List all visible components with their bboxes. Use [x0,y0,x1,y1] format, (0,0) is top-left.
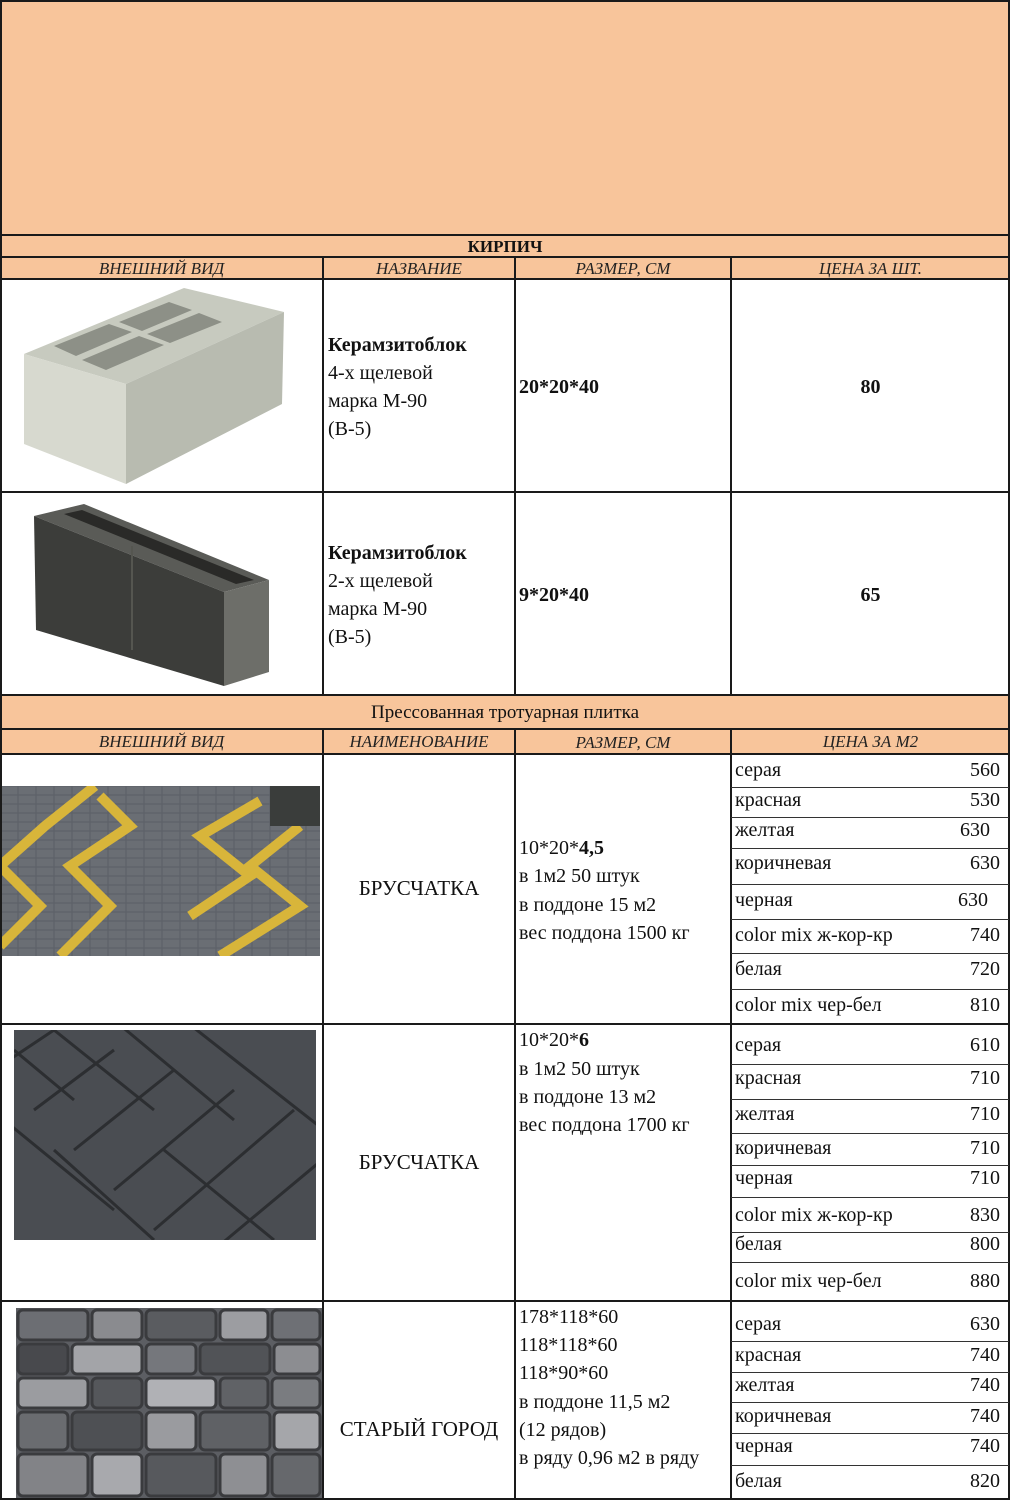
grid-line [731,848,1009,849]
grid-line [731,989,1009,990]
color-price: 720 [970,958,1000,980]
tile-header-size: РАЗМЕР, СМ [575,733,671,752]
tile-1-spec-first [519,834,604,863]
color-price: 630 [970,1313,1000,1335]
top-banner [0,0,1010,236]
tile-section-title: Прессованная тротуарная плитка [370,702,639,723]
tile-3-spec-line-5: (12 рядов) [519,1419,607,1441]
grid-line [0,0,1010,2]
grid-line [731,1465,1009,1466]
tile-2-price-row [731,1270,1010,1298]
herringbone-paving-image [14,1030,316,1240]
color-name: color mix ж-кор-кр [735,1204,893,1226]
grid-line [730,256,732,694]
tile-3-spec-line-6: в ряду 0,96 м2 в ряду [519,1447,700,1469]
tile-1-spec-line-2: в поддоне 15 м2 [519,894,657,916]
color-name: белая [735,958,782,980]
brick-1-name-line-2: марка М-90 [328,390,428,412]
tile-3-spec-line-2: 118*118*60 [519,1334,618,1356]
brick-1-size: 20*20*40 [519,376,599,398]
color-price: 630 [970,852,1000,874]
tile-2-price-row [731,1167,1010,1195]
color-name: color mix чер-бел [735,1270,882,1292]
grid-line [0,1300,1010,1302]
color-price: 740 [970,1344,1000,1366]
brick-image-2-slot [24,500,274,690]
tile-1-price-row [731,789,1010,817]
color-name: серая [735,1034,782,1056]
tile-1-image [0,786,320,956]
tile-1-price-row [731,924,1010,952]
color-name: серая [735,1313,782,1335]
tile-1-name: БРУСЧАТКА [358,876,480,900]
color-price: 710 [970,1167,1000,1189]
brick-1-name-line-3: (В-5) [328,418,372,440]
grid-line [322,728,324,1500]
grid-line [731,1232,1009,1233]
tile-2-price-row [731,1204,1010,1232]
grid-line [731,1133,1009,1134]
color-price: 710 [970,1067,1000,1089]
brick-1-name-line-1: 4-х щелевой [328,362,433,384]
grid-line [0,0,2,1500]
grid-line [0,234,1010,236]
tile-1-price-row [731,759,1010,787]
grid-line [731,787,1009,788]
color-price: 610 [970,1034,1000,1056]
color-name: красная [735,789,802,811]
color-name: желтая [735,819,795,841]
grid-line [731,1064,1009,1065]
grid-line [0,1023,1010,1025]
brick-1-price: 80 [860,376,881,398]
color-name: коричневая [735,1405,832,1427]
grid-line [731,1165,1009,1166]
tile-1-price-row [731,958,1010,986]
tile-header-appearance: ВНЕШНИЙ ВИД [98,732,225,751]
tile-2-spec-line-3: вес поддона 1700 кг [519,1114,690,1136]
zigzag-paving-image [0,786,320,956]
tile-2-price-row [731,1034,1010,1062]
grid-line [731,1197,1009,1198]
color-name: красная [735,1344,802,1366]
color-name: черная [735,1167,793,1189]
brick-2-size: 9*20*40 [519,584,589,606]
brick-image-4-slot [14,284,289,490]
grid-line [731,817,1009,818]
brick-2-price: 65 [860,584,881,606]
brick-1-name-bold: Керамзитоблок [328,334,467,356]
grid-line [731,1099,1009,1100]
tile-2-price-row [731,1103,1010,1131]
old-town-paving-image [16,1308,322,1498]
color-price: 530 [970,789,1000,811]
brick-section-title: КИРПИЧ [467,237,543,256]
grid-line [1008,0,1010,1500]
tile-3-price-row [731,1374,1010,1402]
color-price: 740 [970,1435,1000,1457]
color-name: коричневая [735,852,832,874]
color-price: 630 [958,889,988,911]
color-name: color mix ж-кор-кр [735,924,893,946]
brick-2-name-bold: Керамзитоблок [328,542,467,564]
color-price: 740 [970,1374,1000,1396]
brick-header-name: НАЗВАНИЕ [376,259,462,278]
tile-3-spec-line-4: в поддоне 11,5 м2 [519,1391,671,1413]
tile-3-spec-line-3: 118*90*60 [519,1362,609,1384]
brick-header-appearance: ВНЕШНИЙ ВИД [98,259,225,278]
grid-line [514,256,516,694]
dark-gray-2-slot-block-image [24,500,274,690]
color-price: 710 [970,1103,1000,1125]
tile-header-price: ЦЕНА ЗА М2 [822,732,919,751]
tile-3-image [16,1308,322,1498]
grid-line [731,1341,1009,1342]
tile-1-spec-line-1: в 1м2 50 штук [519,865,640,887]
tile-3-price-row [731,1313,1010,1341]
brick-2-name-line-2: марка М-90 [328,598,428,620]
tile-2-name: БРУСЧАТКА [358,1150,480,1174]
tile-2-spec-first-bold: 6 [579,1029,589,1051]
color-price: 630 [960,819,990,841]
tile-3-price-row [731,1470,1010,1498]
grid-line [731,953,1009,954]
grid-line [0,278,1010,280]
tile-3-spec-line-1: 178*118*60 [519,1306,619,1328]
color-name: коричневая [735,1137,832,1159]
light-gray-4-slot-block-image [14,284,289,490]
tile-2-spec-line-1: в 1м2 50 штук [519,1058,640,1080]
tile-1-price-row [731,819,1010,847]
tile-1-spec-first-plain: 10*20* [519,837,579,859]
grid-line [0,256,1010,258]
tile-2-price-row [731,1137,1010,1165]
grid-line [0,491,1010,493]
grid-line [514,728,516,1500]
grid-line [731,884,1009,885]
grid-line [731,1262,1009,1263]
tile-1-spec-line-3: вес поддона 1500 кг [519,922,690,944]
color-name: черная [735,889,793,911]
color-name: белая [735,1470,782,1492]
brick-2-name-line-1: 2-х щелевой [328,570,433,592]
grid-line [730,728,732,1500]
grid-line [0,728,1010,730]
tile-2-spec-first [519,1026,589,1055]
color-name: черная [735,1435,793,1457]
grid-line [0,753,1010,755]
tile-3-price-row [731,1435,1010,1463]
tile-2-image [14,1030,316,1240]
grid-line [731,1433,1009,1434]
color-price: 810 [970,994,1000,1016]
tile-3-name: СТАРЫЙ ГОРОД [339,1417,499,1441]
tile-2-price-row [731,1067,1010,1095]
color-name: color mix чер-бел [735,994,882,1016]
tile-1-price-row [731,889,1010,917]
tile-3-price-row [731,1405,1010,1433]
grid-line [731,1372,1009,1373]
tile-2-price-row [731,1233,1010,1261]
color-price: 820 [970,1470,1000,1492]
color-name: желтая [735,1103,795,1125]
color-price: 830 [970,1204,1000,1226]
color-price: 800 [970,1233,1000,1255]
tile-2-spec-first-plain: 10*20* [519,1029,579,1051]
color-price: 740 [970,924,1000,946]
grid-line [731,919,1009,920]
color-price: 710 [970,1137,1000,1159]
grid-line [0,694,1010,696]
color-price: 560 [970,759,1000,781]
brick-header-price: ЦЕНА ЗА ШТ. [819,259,922,278]
tile-3-price-row [731,1344,1010,1372]
grid-line [731,1402,1009,1403]
color-name: желтая [735,1374,795,1396]
tile-1-spec-first-bold: 4,5 [579,837,604,859]
color-price: 880 [970,1270,1000,1292]
color-price: 740 [970,1405,1000,1427]
tile-1-price-row [731,994,1010,1022]
brick-2-name-line-3: (В-5) [328,626,372,648]
color-name: красная [735,1067,802,1089]
brick-header-size: РАЗМЕР, СМ [575,259,671,278]
color-name: серая [735,759,782,781]
tile-2-spec-line-2: в поддоне 13 м2 [519,1086,657,1108]
grid-line [322,256,324,694]
tile-1-price-row [731,852,1010,880]
color-name: белая [735,1233,782,1255]
tile-header-name: НАИМЕНОВАНИЕ [349,732,489,751]
